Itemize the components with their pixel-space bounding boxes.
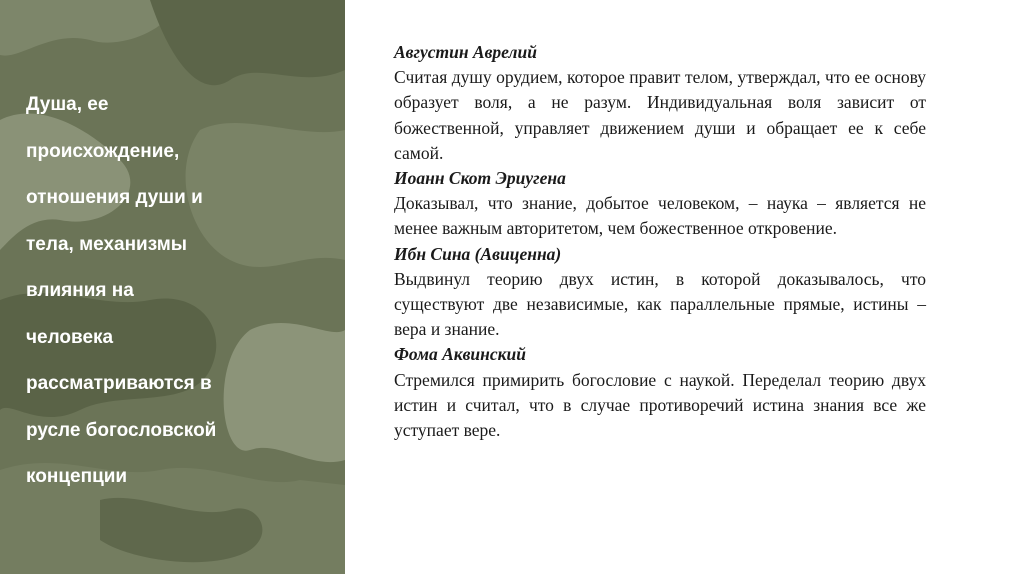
section-heading: Ибн Сина (Авиценна) xyxy=(394,243,562,264)
section-eriugena xyxy=(394,166,926,242)
section-heading: Фома Аквинский xyxy=(394,344,526,365)
section-augustine xyxy=(394,40,926,166)
section-aquinas xyxy=(394,342,926,443)
section-body: Доказывал, что знание, добытое человеком, – наука – является не менее важным авторитетом, чем божественное откровение. xyxy=(394,193,926,239)
section-body: Считая душу орудием, которое правит телом, утверждал, что ее основу образует воля, а не разум. Индивидуальная воля зависит от божественной, управляет движением души и обращает ее к себе самой. xyxy=(394,67,926,163)
section-heading: Августин Аврелий xyxy=(394,42,537,62)
left-panel xyxy=(0,0,345,574)
section-heading: Иоанн Скот Эриугена xyxy=(394,168,566,189)
section-body: Выдвинул теорию двух истин, в которой доказывалось, что существуют две независимые, как параллельные прямые, истины – вера и знание. xyxy=(394,268,926,340)
section-avicenna xyxy=(394,242,926,343)
content-area xyxy=(394,40,926,443)
slide-title: Душа, ее происхождение, отношения души и тела, механизмы влияния на человека рассматриваются в русле богословской концепции xyxy=(26,94,217,487)
section-body: Стремился примирить богословие с наукой. Переделал теорию двух истин и считал, что в случае противоречий истина знания все же уступает вере. xyxy=(394,369,926,441)
